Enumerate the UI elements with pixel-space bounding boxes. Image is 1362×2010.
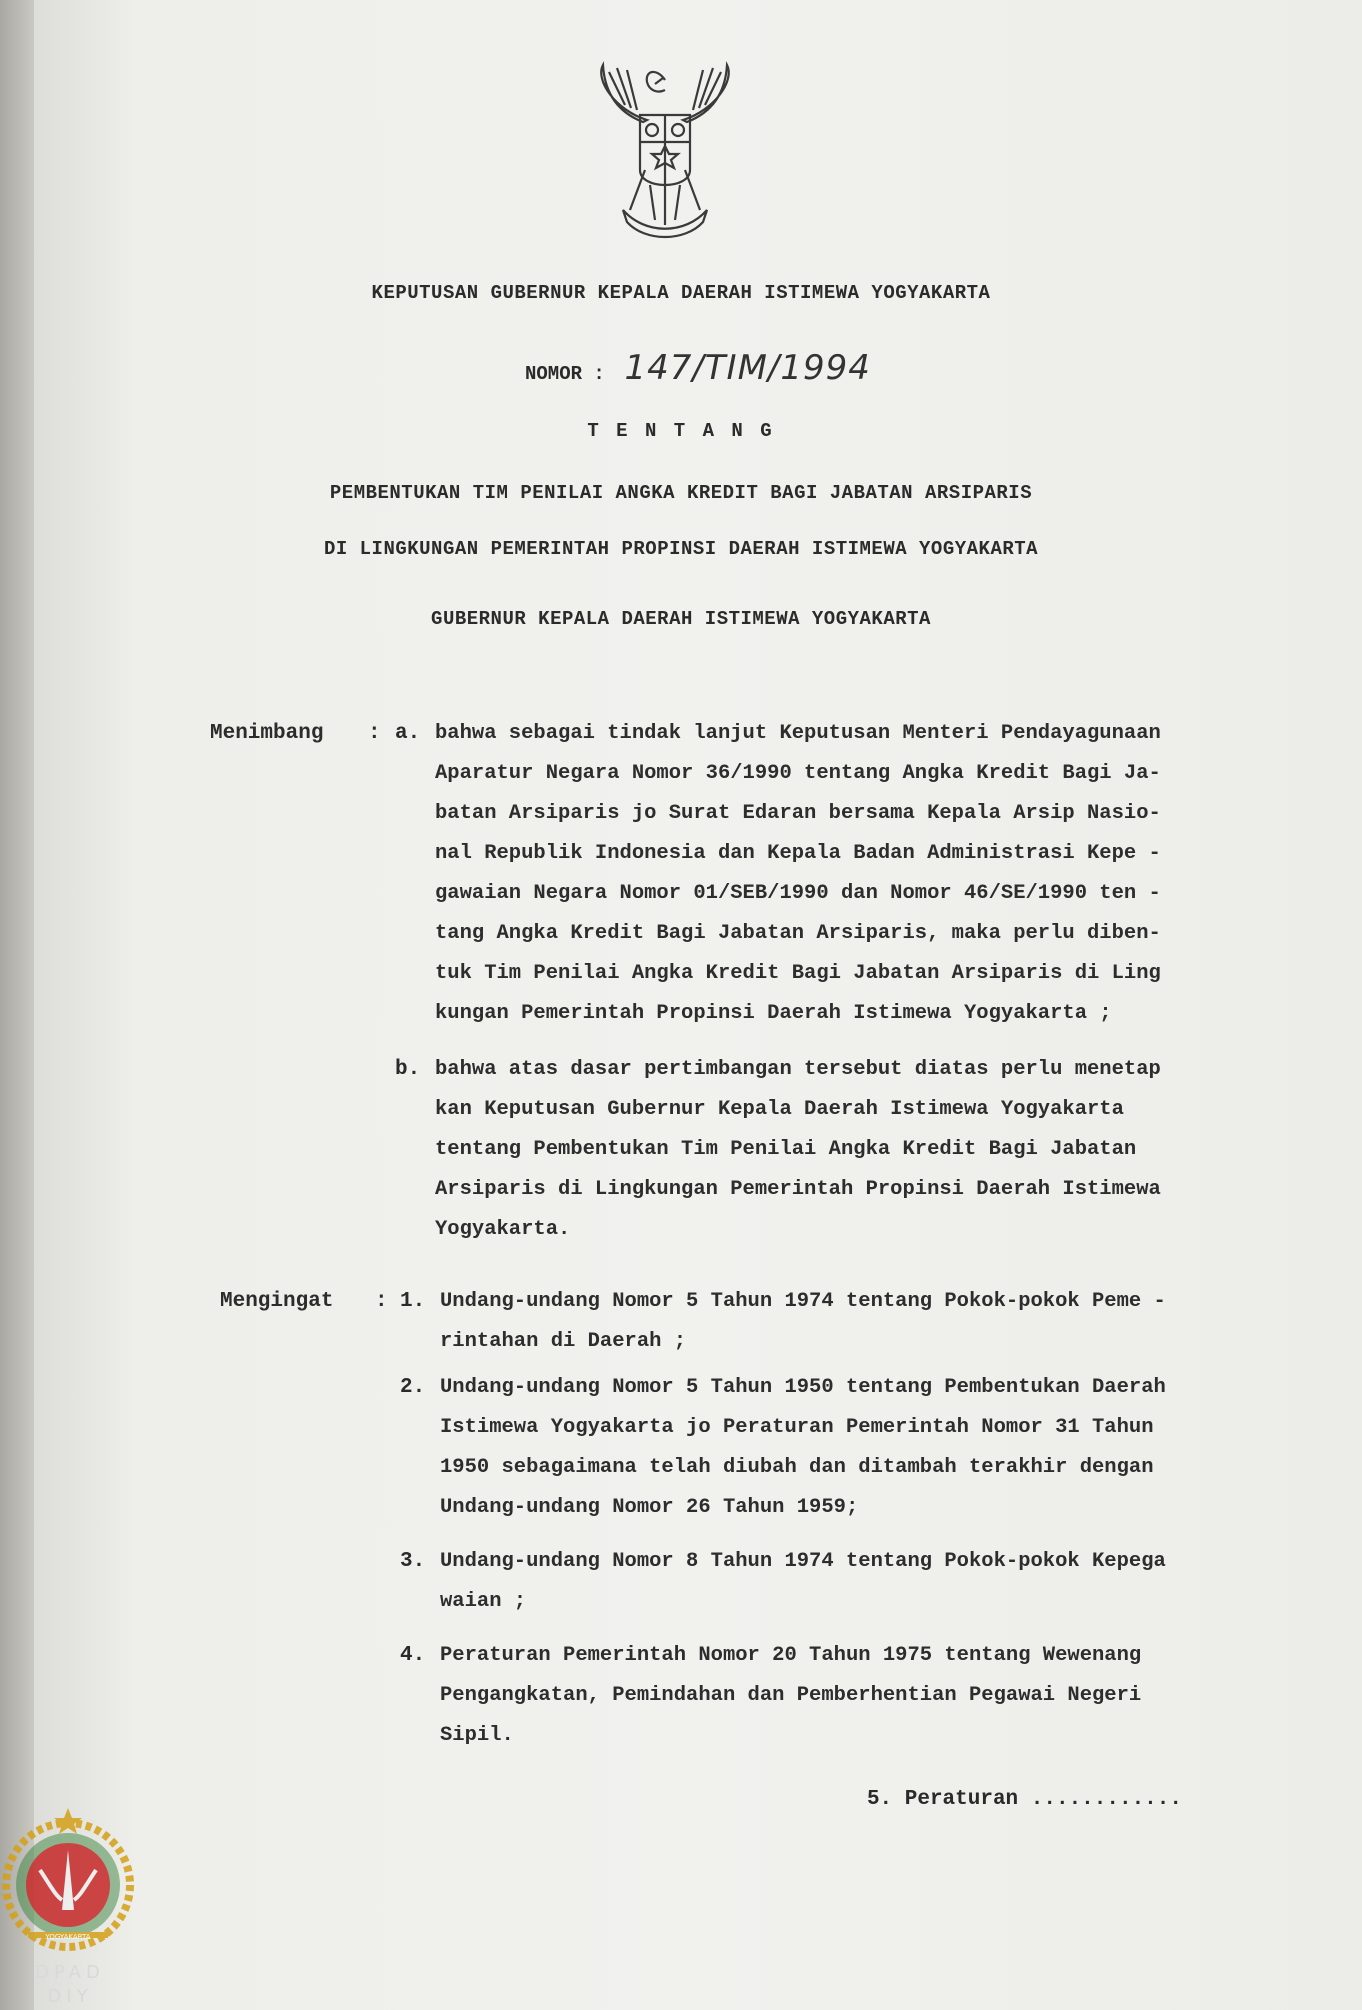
subject-line-1: PEMBENTUKAN TIM PENILAI ANGKA KREDIT BAGI JABATAN ARSIPARIS bbox=[329, 482, 1033, 504]
text-line: batan Arsiparis jo Surat Edaran bersama Kepala Arsip Nasio- bbox=[435, 802, 1161, 825]
document-title: KEPUTUSAN GUBERNUR KEPALA DAERAH ISTIMEWA YOGYAKARTA bbox=[371, 282, 991, 304]
nomor-handwritten-value: 147/TIM/1994 bbox=[624, 348, 871, 388]
text-line: bahwa sebagai tindak lanjut Keputusan Menteri Pendayagunaan bbox=[435, 722, 1161, 745]
mengingat-label: Mengingat bbox=[220, 1290, 334, 1313]
document-number bbox=[525, 348, 871, 388]
seal-caption: YOGYAKARTA bbox=[45, 1933, 91, 1941]
text-line: tang Angka Kredit Bagi Jabatan Arsiparis, maka perlu diben- bbox=[435, 922, 1161, 945]
text-line: tuk Tim Penilai Angka Kredit Bagi Jabatan Arsiparis di Ling bbox=[435, 962, 1161, 985]
text-line: kungan Pemerintah Propinsi Daerah Istimewa Yogyakarta ; bbox=[435, 1002, 1112, 1025]
text-line: rintahan di Daerah ; bbox=[440, 1330, 687, 1353]
text-line: kan Keputusan Gubernur Kepala Daerah Istimewa Yogyakarta bbox=[435, 1098, 1124, 1121]
text-line: waian ; bbox=[440, 1590, 527, 1613]
subject-line-2: DI LINGKUNGAN PEMERINTAH PROPINSI DAERAH ISTIMEWA YOGYAKARTA bbox=[323, 538, 1039, 560]
text-line: tentang Pembentukan Tim Penilai Angka Kredit Bagi Jabatan bbox=[435, 1138, 1137, 1161]
text-line: nal Republik Indonesia dan Kepala Badan Administrasi Kepe - bbox=[435, 842, 1161, 865]
text-line: Undang-undang Nomor 5 Tahun 1950 tentang Pembentukan Daerah bbox=[440, 1376, 1166, 1399]
text-line: Aparatur Negara Nomor 36/1990 tentang Angka Kredit Bagi Ja- bbox=[435, 762, 1161, 785]
mengingat-item-4 bbox=[400, 1636, 1220, 1756]
text-line: gawaian Negara Nomor 01/SEB/1990 dan Nomor 46/SE/1990 ten - bbox=[435, 882, 1161, 905]
text-line: Undang-undang Nomor 5 Tahun 1974 tentang Pokok-pokok Peme - bbox=[440, 1290, 1166, 1313]
text-line: Pengangkatan, Pemindahan dan Pemberhentian Pegawai Negeri bbox=[440, 1684, 1142, 1707]
issuer-heading: GUBERNUR KEPALA DAERAH ISTIMEWA YOGYAKARTA bbox=[431, 608, 931, 630]
item-marker: b. bbox=[395, 1058, 421, 1081]
item-marker: 1. bbox=[400, 1290, 426, 1313]
text-line: Sipil. bbox=[440, 1724, 514, 1747]
tentang-heading: T E N T A N G bbox=[587, 420, 775, 442]
diy-text: DIY bbox=[47, 1986, 93, 2007]
menimbang-item-b bbox=[395, 1050, 1215, 1250]
text-line: Peraturan Pemerintah Nomor 20 Tahun 1975 tentang Wewenang bbox=[440, 1644, 1142, 1667]
text-line: Yogyakarta. bbox=[435, 1218, 571, 1241]
nomor-label: NOMOR : bbox=[525, 363, 605, 385]
text-line: Undang-undang Nomor 8 Tahun 1974 tentang Pokok-pokok Kepega bbox=[440, 1550, 1166, 1573]
dpad-seal-icon bbox=[0, 1790, 140, 1970]
page-continuation: 5. Peraturan ............ bbox=[866, 1788, 1182, 1811]
menimbang-colon: : bbox=[368, 722, 381, 745]
garuda-emblem-icon bbox=[585, 60, 745, 250]
text-line: bahwa atas dasar pertimbangan tersebut diatas perlu menetap bbox=[435, 1058, 1161, 1081]
mengingat-colon: : bbox=[375, 1290, 388, 1313]
text-line: Undang-undang Nomor 26 Tahun 1959; bbox=[440, 1496, 859, 1519]
text-line: Istimewa Yogyakarta jo Peraturan Pemerintah Nomor 31 Tahun bbox=[440, 1416, 1154, 1439]
dpad-text: DPAD bbox=[35, 1962, 105, 1983]
mengingat-item-3 bbox=[400, 1542, 1220, 1622]
item-marker: 4. bbox=[400, 1644, 426, 1667]
mengingat-item-2 bbox=[400, 1368, 1220, 1528]
menimbang-item-a bbox=[395, 714, 1215, 1034]
text-line: Arsiparis di Lingkungan Pemerintah Propinsi Daerah Istimewa bbox=[435, 1178, 1161, 1201]
dpad-diy-watermark bbox=[0, 1790, 140, 2010]
item-marker: a. bbox=[395, 722, 421, 745]
mengingat-item-1 bbox=[400, 1282, 1220, 1362]
item-marker: 3. bbox=[400, 1550, 426, 1573]
text-line: 1950 sebagaimana telah diubah dan ditambah terakhir dengan bbox=[440, 1456, 1154, 1479]
menimbang-label: Menimbang bbox=[210, 722, 324, 745]
item-marker: 2. bbox=[400, 1376, 426, 1399]
